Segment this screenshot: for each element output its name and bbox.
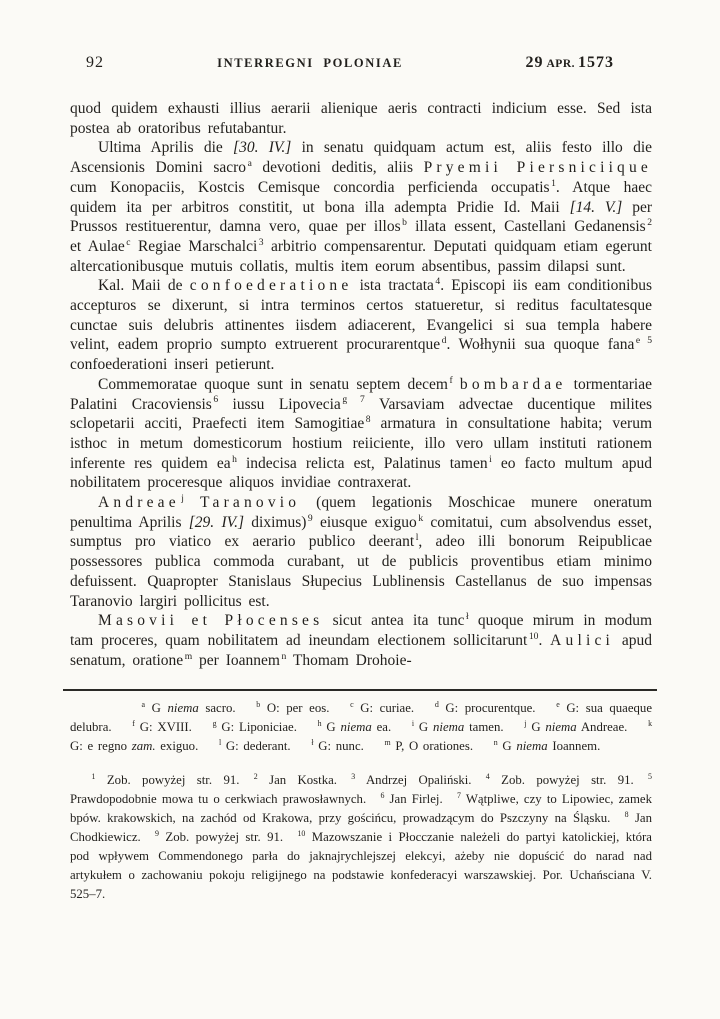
- text-segment: G: XVIII.: [134, 720, 212, 735]
- text-segment: niema: [167, 701, 199, 716]
- text-segment: G: [526, 720, 546, 735]
- text-segment: Pryemii Piersniciique: [423, 159, 652, 177]
- text-segment: arbitrio compensarentur. Deputati quidquam etiam egerunt altercationibusque mutuis collatis, multis item eorum absentibus, passim dilapsi sunt.: [70, 237, 652, 275]
- variant-footnotes: [70, 699, 652, 756]
- footnote-marker: h: [232, 453, 237, 465]
- text-segment: tormentariae Palatini Cracoviensis: [70, 375, 653, 413]
- text-segment: G: [497, 739, 517, 754]
- text-segment: sacro.: [198, 701, 255, 716]
- text-segment: exiguo.: [155, 739, 218, 754]
- text-segment: armatura in consultatione habita; verum isthoc in metum domesticorum hostium reiiciente, illo vero ullam instituti rationem inferente res quidem ea: [70, 415, 652, 472]
- text-segment: iussu Lipovecia: [218, 395, 341, 413]
- date-month: APR.: [546, 58, 575, 70]
- text-segment: apud senatum, oratione: [70, 631, 652, 669]
- text-segment: diximus): [244, 513, 307, 531]
- text-segment: Ioannem.: [547, 739, 601, 754]
- paragraph-masovii: [70, 611, 652, 670]
- footnote-marker: a: [141, 700, 146, 710]
- text-segment: bombardae: [459, 375, 567, 393]
- text-segment: G: curiae.: [353, 701, 434, 716]
- footnote-marker: k: [418, 512, 424, 524]
- text-segment: Taranovio: [199, 494, 301, 512]
- footnote-marker: 5: [648, 772, 653, 782]
- text-segment: per Prussos restituerentur, damna vero, quae per illos: [70, 198, 653, 236]
- text-segment: devotioni deditis, aliis: [251, 159, 424, 177]
- text-segment: Jan Kostka.: [257, 773, 350, 788]
- text-segment: niema: [545, 720, 577, 735]
- footnote-marker: ł: [465, 611, 469, 623]
- text-segment: Andreae.: [576, 720, 647, 735]
- text-segment: G: e regno: [70, 739, 132, 754]
- text-segment: niema: [340, 720, 372, 735]
- text-segment: Thomam Drohoie-: [286, 651, 412, 669]
- footnote-marker: d: [441, 335, 447, 347]
- footnote-marker: 10: [528, 630, 539, 642]
- footnote-marker: 3: [258, 236, 264, 248]
- text-segment: G: [414, 720, 433, 735]
- text-segment: G: Liponiciae.: [216, 720, 317, 735]
- footnote-marker: b: [256, 700, 261, 710]
- footnote-marker: 2: [253, 772, 258, 782]
- text-segment: Kal. Maii de: [98, 277, 190, 295]
- footnote-marker: 8: [365, 414, 371, 426]
- footnote-marker: h: [317, 719, 322, 729]
- text-segment: Mazowszanie i Płocczanie należeli do partyi katolickiej, która pod wpływem Commendonego parła do jaknajrychlejszej elekcyi, ażeby nie dopuścić do narad nad artykułem o zachowaniu pokoju religijnego na podstawie konfederacyi warszawskiej. Por. Uchańsciana V. 525–7.: [70, 830, 652, 902]
- text-segment: eo facto multum apud nobilitatem proceresque aliquos invidiae contraxerat.: [70, 454, 652, 492]
- text-segment: Regiae Marschalci: [130, 237, 258, 255]
- footnote-divider: [63, 689, 657, 691]
- footnote-marker: 3: [351, 772, 356, 782]
- text-segment: Varsaviam advectae ducentique milites sclopetarii acciti, Praefecti item Samogitiae: [70, 395, 653, 433]
- footnote-marker: f: [132, 719, 135, 729]
- footnote-marker: i: [489, 453, 492, 465]
- text-segment: G: [321, 720, 341, 735]
- text-segment: zam.: [131, 739, 156, 754]
- text-segment: Jan Chodkiewicz.: [70, 811, 653, 845]
- footnote-marker: f: [449, 374, 453, 386]
- text-segment: . Episcopi iis eam conditionibus accepturos se dixerunt, si intra terminos certos statueretur, si reditus facultatesque cunctae suis delubris attinentes iisdem adiacerent, Evangelici si sua templa habere velint, eadem proprio sumpto extruerent procurarentque: [70, 277, 652, 354]
- footnote-marker: ł: [311, 738, 314, 748]
- text-segment: Zob. powyżej str. 91.: [489, 773, 647, 788]
- date-year: 1573: [578, 54, 614, 71]
- text-segment: cum Konopaciis, Kostcis Cemisque concordia perficienda occupatis: [70, 178, 550, 196]
- text-segment: Prawdopodobnie mowa tu o cerkwiach prawosławnych.: [70, 792, 379, 807]
- footnote-marker: e 5: [635, 335, 652, 347]
- footnote-marker: m: [184, 650, 193, 662]
- text-segment: niema: [516, 739, 548, 754]
- text-segment: . Wołhynii sua quoque fana: [446, 336, 635, 354]
- footnote-marker: g: [212, 719, 217, 729]
- page-number: 92: [86, 54, 104, 71]
- text-segment: .: [538, 631, 551, 649]
- text-segment: Zob. powyżej str. 91.: [159, 830, 296, 845]
- text-segment: . Atque haec quidem ita per arbitros constitit, ut bona illa adempta Pridie Id. Maii: [70, 178, 652, 216]
- footnote-marker: l: [218, 738, 222, 748]
- text-segment: Andrzej Opaliński.: [355, 773, 485, 788]
- footnote-marker: 8: [624, 810, 629, 820]
- text-segment: P, O orationes.: [390, 739, 493, 754]
- footnote-marker: 7: [456, 791, 461, 801]
- text-segment: in senatu quidquam actum est, aliis festo illo die Ascensionis Domini sacro: [70, 139, 653, 177]
- text-segment: G: [145, 701, 168, 716]
- footnote-marker: a: [247, 157, 252, 169]
- date-day: 29: [525, 54, 544, 71]
- running-title: INTERREGNI POLONIAE: [217, 56, 403, 70]
- footnote-marker: l: [415, 532, 419, 544]
- text-segment: [14. V.]: [569, 198, 623, 216]
- text-segment: (quem legationis Moschicae munere oneratum penultima Aprilis: [70, 494, 653, 531]
- footnote-marker: 4: [485, 772, 490, 782]
- numbered-footnotes: [70, 771, 652, 904]
- footnote-marker: m: [384, 738, 391, 748]
- text-segment: quoque mirum in modum tam proceres, quam nobilitatem ad ineundam electionem sollicitarunt: [70, 612, 653, 649]
- text-segment: [30. IV.]: [233, 139, 292, 157]
- paragraph-kal-maii: [70, 276, 652, 375]
- text-segment: ea.: [371, 720, 411, 735]
- text-segment: comitatui, cum absolvendus esset, sumptus pro viatico ex aerario publico deerant: [70, 513, 652, 551]
- paragraph-commemoratae: [70, 375, 652, 493]
- text-segment: Andreae: [98, 494, 180, 512]
- text-segment: Ultima Aprilis die: [98, 139, 234, 157]
- main-text: [70, 99, 652, 670]
- footnote-marker: 1: [91, 772, 96, 782]
- text-segment: G: dederant.: [221, 739, 310, 754]
- text-segment: , adeo illi bonorum Reipublicae possessores publica commoda curabant, ut de publicis proventibus etiam minimo defuissent. Quapropter Stanislaus Słupecius Lublinensis Castellanus de suo impensas Taranovio largiri pollicitus est.: [70, 533, 652, 610]
- footnote-marker: g 7: [342, 394, 365, 406]
- footnote-marker: c: [126, 236, 131, 248]
- footnote-marker: 6: [213, 394, 219, 406]
- footnote-marker: 6: [380, 791, 385, 801]
- footnote-marker: b: [402, 217, 407, 229]
- paragraph-continuation: [70, 99, 652, 138]
- text-segment: Aulici: [550, 631, 615, 649]
- text-segment: G: procurentque.: [438, 701, 555, 716]
- text-segment: eiusque exiguo: [312, 513, 417, 531]
- text-segment: G: sua quaeque delubra.: [70, 701, 653, 735]
- text-segment: Wątpliwe, czy to Lipowiec, zamek bpów. krakowskich, na zachód od Krakowa, przy gościńcu, prowadzącym do Pszczyny na Śląsku.: [70, 792, 652, 826]
- footnote-marker: 9: [307, 512, 313, 524]
- paragraph-andreae-taranovio: [70, 493, 652, 611]
- footnote-marker: 1: [551, 177, 556, 189]
- footnote-marker: 10: [297, 829, 306, 839]
- page-header: [70, 54, 652, 72]
- footnote-marker: c: [350, 700, 354, 710]
- text-segment: niema: [433, 720, 465, 735]
- footnote-marker: k: [648, 719, 653, 729]
- text-segment: et Aulae: [70, 237, 125, 255]
- text-segment: confoederatione: [189, 277, 353, 295]
- text-segment: indecisa relicta est, Palatinus tamen: [236, 454, 488, 472]
- text-segment: Masovii et Płocenses: [98, 612, 324, 630]
- text-segment: Commemoratae quoque sunt in senatu septem decem: [98, 375, 448, 393]
- footnote-marker: j: [524, 719, 527, 729]
- text-segment: G: nunc.: [313, 739, 384, 754]
- paragraph-ultima-aprilis: [70, 138, 652, 276]
- footnote-marker: n: [281, 650, 287, 662]
- text-segment: illata essent, Castellani Gedanensis: [406, 218, 646, 236]
- text-segment: confoederationi inseri petierunt.: [70, 356, 275, 374]
- text-segment: [29. IV.]: [188, 513, 244, 531]
- footnote-marker: 9: [155, 829, 159, 839]
- text-segment: O: per eos.: [260, 701, 349, 716]
- text-segment: Zob. powyżej str. 91.: [95, 773, 253, 788]
- text-segment: ista tractata: [352, 277, 434, 295]
- text-segment: sicut antea ita tunc: [323, 612, 465, 630]
- footnote-marker: d: [434, 700, 439, 710]
- text-segment: quod quidem exhausti illius aerarii alienique aeris contracti indicium esse. Sed ista postea ab oratoribus refutabantur.: [70, 100, 652, 137]
- header-date: [464, 54, 652, 72]
- text-segment: [453, 376, 460, 393]
- footnote-marker: j: [181, 492, 184, 504]
- text-segment: [184, 494, 200, 511]
- footnote-marker: n: [493, 738, 498, 748]
- text-segment: tamen.: [464, 720, 523, 735]
- text-segment: Jan Firlej.: [384, 792, 456, 807]
- footnote-marker: 4: [435, 276, 441, 288]
- text-segment: per Ioannem: [192, 651, 280, 669]
- footnote-marker: 2: [647, 217, 652, 229]
- footnote-marker: i: [411, 719, 415, 729]
- footnote-marker: e: [556, 700, 560, 710]
